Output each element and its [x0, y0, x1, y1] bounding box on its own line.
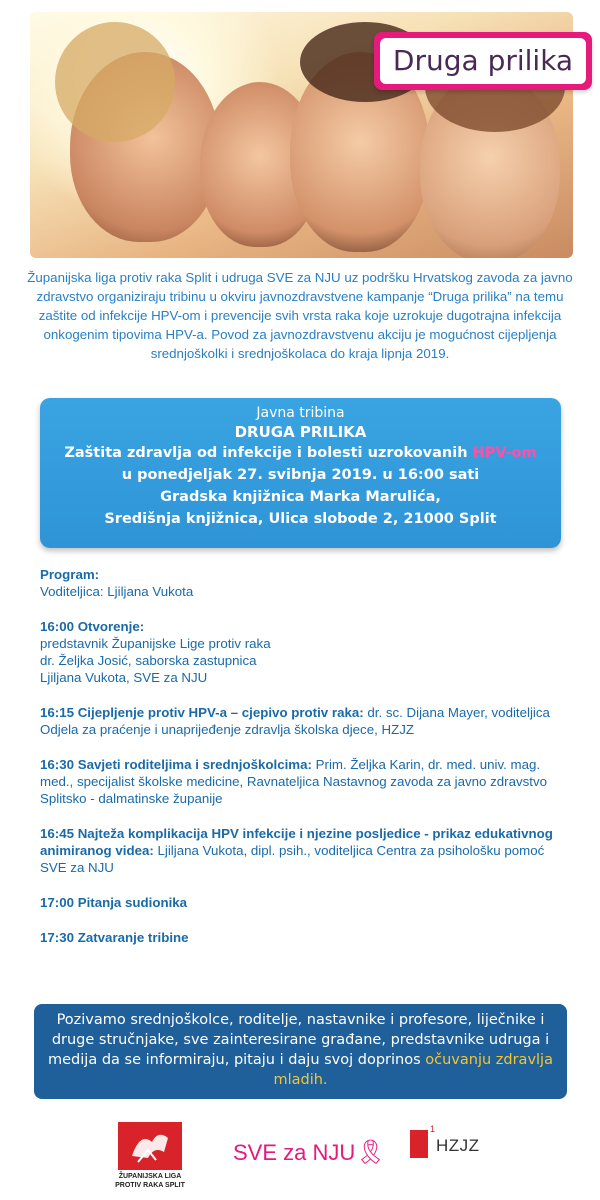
campaign-badge [374, 32, 592, 90]
invitation-box [34, 1004, 567, 1099]
agenda-item-vaccination [40, 704, 570, 738]
event-topic-text: Zaštita zdravlja od infekcije i bolesti uzrokovanih [64, 445, 473, 461]
agenda-speaker: Ljiljana Vukota, SVE za NJU [40, 670, 208, 685]
intro-paragraph: Županijska liga protiv raka Split i udruga SVE za NJU uz podršku Hrvatskog zavoda za javno zdravstvo organiziraju tribinu u okviru javnozdravstvene kampanje “Druga prilika” na temu zaštite od infekcije HPV-om i prevencije svih vrsta raka koje uzrokuje dugotrajna infekcija onkogenim tipovima HPV-a. Povod za javnozdravstvenu akciju je mogućnost cijepljenja srednjoškolki i srednjoškolaca do kraja lipnja 2019. [27, 270, 573, 361]
agenda-item-opening [40, 618, 570, 686]
program-intro [40, 566, 570, 600]
event-date: u ponedjeljak 27. svibnja 2019. u 16:00 sati [121, 467, 480, 483]
hzjz-square-icon [410, 1130, 428, 1158]
agenda-time-title: 17:30 Zatvaranje tribine [40, 930, 189, 945]
agenda-item-advice [40, 756, 570, 807]
hzjz-logo-text: HZJZ [436, 1136, 480, 1155]
badge-label: Druga prilika [380, 38, 586, 84]
hzjz-number: 1 [430, 1124, 436, 1134]
agenda-item-closing [40, 929, 570, 946]
liga-logo-text: ŽUPANIJSKA LIGA PROTIV RAKA SPLIT [115, 1173, 185, 1189]
event-topic [40, 442, 561, 464]
agenda-item-questions [40, 894, 570, 911]
invitation-text: Pozivamo srednjoškolce, roditelje, nastavnike i profesore, liječnike i druge stručnjake, sve zainteresirane građane, predstavnike udruga i medija da se informiraju, pitaju i daju svoj doprinos [48, 1012, 550, 1068]
agenda-time-title: 16:30 Savjeti roditeljima i srednjoškolcima: [40, 757, 312, 772]
agenda-speaker: predstavnik Županijske Lige protiv raka [40, 636, 271, 651]
event-title: DRUGA PRILIKA [234, 423, 367, 441]
hair-1 [55, 22, 175, 142]
event-venue: Gradska knjižnica Marka Marulića, [160, 489, 441, 505]
ribbon-icon: 🎗 [355, 1139, 386, 1166]
agenda-speaker: Ljiljana Vukota, dipl. psih., voditeljica Centra za psihološku pomoć SVE za NJU [40, 843, 545, 875]
partner-logos [0, 1112, 600, 1192]
agenda-speaker: dr. Željka Josić, saborska zastupnica [40, 653, 257, 668]
event-type: Javna tribina [256, 405, 345, 421]
liga-logo-icon [118, 1122, 182, 1170]
agenda-item-video [40, 825, 570, 876]
agenda-speaker: Prim. Željka Karin, dr. med. univ. mag. med., specijalist školske medicine, Ravnateljica Nastavnog zavoda za javno zdravstvo Splitsko - dalmatinske županije [40, 757, 548, 806]
program-section [40, 566, 570, 964]
agenda-time-title: 17:00 Pitanja sudionika [40, 895, 188, 910]
program-heading: Program: [40, 567, 100, 582]
agenda-time-title: 16:15 Cijepljenje protiv HPV-a – cjepivo protiv raka: [40, 705, 364, 720]
program-moderator: Voditeljica: Ljiljana Vukota [40, 584, 194, 599]
agenda-time-title: 16:45 Najteža komplikacija HPV infekcije i njezine posljedice - prikaz edukativnog animiranog videa: [40, 826, 553, 858]
hpv-highlight: HPV-om [472, 445, 537, 461]
agenda-speaker: dr. sc. Dijana Mayer, voditeljica Odjela za praćenje i unaprijeđenje zdravlja školska djece, HZJZ [40, 705, 550, 737]
event-box [40, 398, 561, 548]
svezanju-logo-text: SVE za NJU [233, 1140, 356, 1165]
agenda-time-title: 16:00 Otvorenje: [40, 619, 145, 634]
invitation-highlight: očuvanju zdravlja mladih. [273, 1052, 553, 1088]
svezanju-logo [233, 1138, 386, 1167]
event-address: Središnja knjižnica, Ulica slobode 2, 21000 Split [104, 511, 497, 527]
